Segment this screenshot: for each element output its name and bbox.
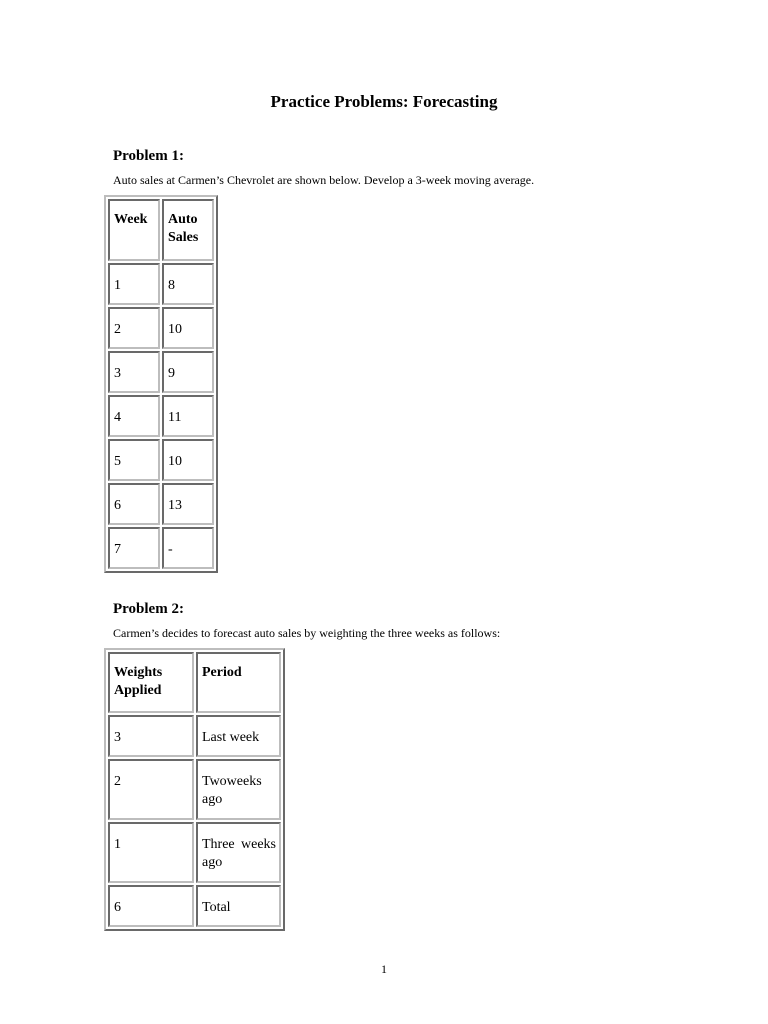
weight-cell: 1 — [108, 822, 194, 883]
sales-cell: 10 — [162, 439, 214, 481]
period-cell: Last week — [196, 715, 281, 757]
weight-cell: 3 — [108, 715, 194, 757]
table-row — [108, 483, 214, 525]
period-cell: Twoweeks ago — [196, 759, 281, 820]
problem-1-description: Auto sales at Carmen’s Chevrolet are shown below. Develop a 3-week moving average. — [113, 173, 535, 187]
weight-cell: 6 — [108, 885, 194, 927]
page-number: 1 — [381, 962, 387, 976]
week-cell: 7 — [108, 527, 160, 569]
table-row — [108, 759, 281, 820]
table-header-row — [108, 652, 281, 713]
table-row — [108, 715, 281, 757]
column-header-auto-sales: Auto Sales — [162, 199, 214, 261]
sales-cell: 13 — [162, 483, 214, 525]
table-row — [108, 822, 281, 883]
sales-cell: 9 — [162, 351, 214, 393]
week-cell: 1 — [108, 263, 160, 305]
week-cell: 2 — [108, 307, 160, 349]
auto-sales-table — [104, 195, 218, 573]
page-title: Practice Problems: Forecasting — [270, 92, 498, 111]
weights-table — [104, 648, 285, 931]
column-header-period: Period — [196, 652, 281, 713]
week-cell: 6 — [108, 483, 160, 525]
table-row — [108, 307, 214, 349]
week-cell: 3 — [108, 351, 160, 393]
table-row — [108, 395, 214, 437]
column-header-week: Week — [108, 199, 160, 261]
week-cell: 5 — [108, 439, 160, 481]
sales-cell: 11 — [162, 395, 214, 437]
problem-1-heading: Problem 1: — [113, 148, 184, 164]
problem-2-description: Carmen’s decides to forecast auto sales by weighting the three weeks as follows: — [113, 626, 501, 640]
table-row — [108, 351, 214, 393]
column-header-weights-applied: Weights Applied — [108, 652, 194, 713]
table-row — [108, 439, 214, 481]
period-cell: Total — [196, 885, 281, 927]
sales-cell: - — [162, 527, 214, 569]
table-row — [108, 885, 281, 927]
weight-cell: 2 — [108, 759, 194, 820]
week-cell: 4 — [108, 395, 160, 437]
table-row — [108, 527, 214, 569]
sales-cell: 8 — [162, 263, 214, 305]
sales-cell: 10 — [162, 307, 214, 349]
table-header-row — [108, 199, 214, 261]
period-cell: Three weeks ago — [196, 822, 281, 883]
table-row — [108, 263, 214, 305]
problem-2-heading: Problem 2: — [113, 601, 184, 617]
